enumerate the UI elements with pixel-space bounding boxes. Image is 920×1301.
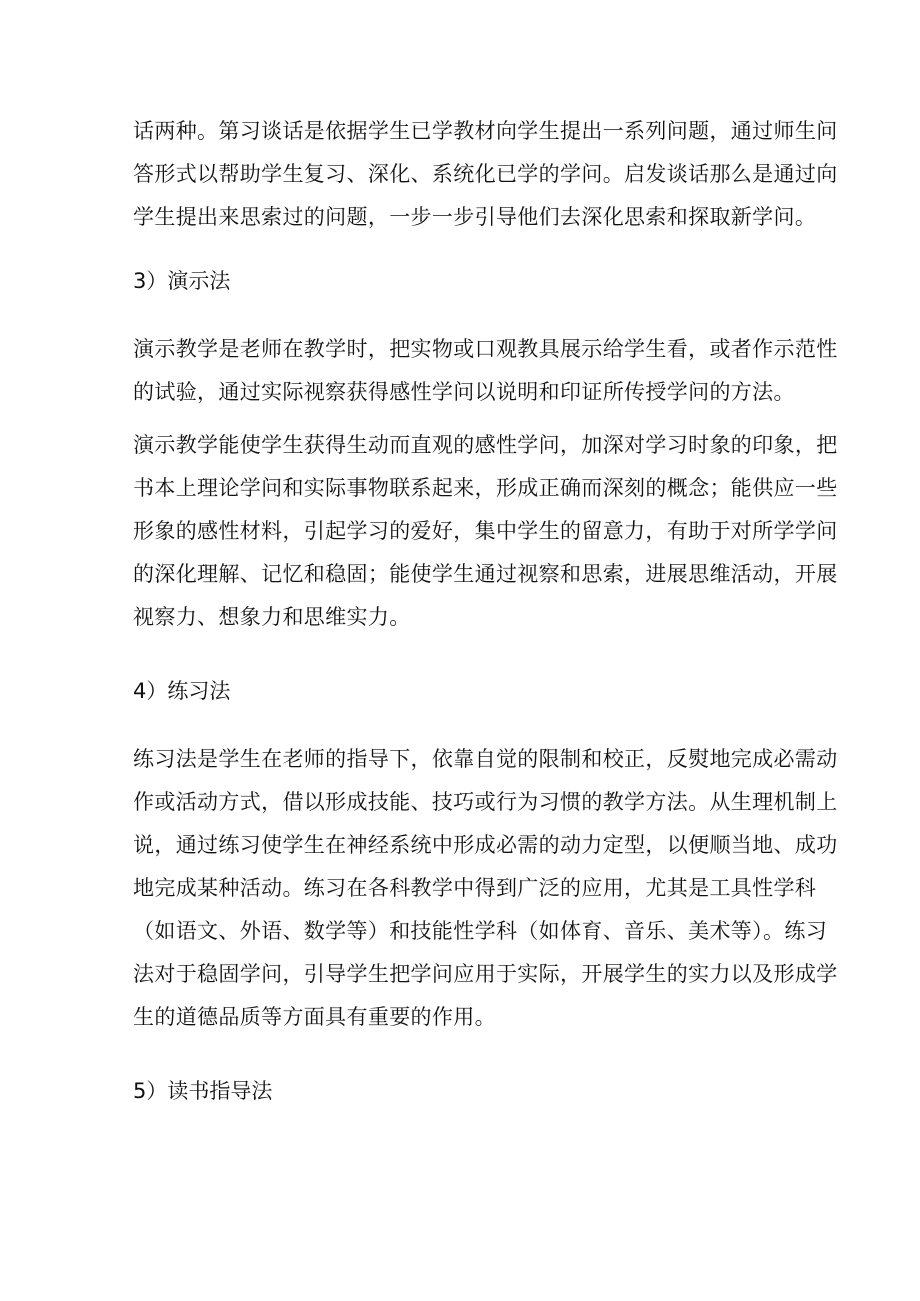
paragraph-line: 说，通过练习使学生在神经系统中形成必需的动力定型，以便顺当地、成功: [133, 833, 838, 857]
paragraph-line: 视察力、想象力和思维实力。: [133, 605, 411, 629]
section-heading-reading-guidance: 5）读书指导法: [133, 1079, 273, 1103]
paragraph-line: 演示教学是老师在教学时，把实物或口观教具展示给学生看，或者作示范性: [133, 337, 838, 361]
paragraph-line: 地完成某种活动。练习在各科教学中得到广泛的应用，尤其是工具性学科: [133, 876, 817, 900]
paragraph-line: 演示教学能使学生获得生动而直观的感性学问，加深对学习时象的印象，把: [133, 433, 838, 457]
paragraph-line: 的试验，通过实际视察获得感性学问以说明和印证所传授学问的方法。: [133, 380, 795, 404]
paragraph-line: 练习法是学生在老师的指导下，依靠自觉的限制和校正，反熨地完成必需动: [133, 747, 838, 771]
paragraph-line: 的深化理解、记忆和稳固；能使学生通过视察和思索，进展思维活动，开展: [133, 562, 838, 586]
paragraph-line: （如语文、外语、数学等）和技能性学科（如体育、音乐、美术等）。练习: [133, 919, 828, 943]
section-heading-practice: 4）练习法: [133, 679, 231, 703]
section-heading-demonstration: 3）演示法: [133, 269, 231, 293]
paragraph-line: 答形式以帮助学生复习、深化、系统化已学的学问。启发谈话那么是通过向: [133, 162, 838, 186]
paragraph-line: 书本上理论学问和实际事物联系起来，形成正确而深刻的概念；能供应一些: [133, 476, 838, 500]
paragraph-line: 形象的感性材料，引起学习的爱好，集中学生的留意力，有助于对所学学问: [133, 519, 838, 543]
paragraph-line: 话两种。第习谈话是依据学生已学教材向学生提出一系列问题，通过师生问: [133, 119, 838, 143]
paragraph-line: 法对于稳固学问，引导学生把学问应用于实际，开展学生的实力以及形成学: [133, 962, 838, 986]
paragraph-line: 生的道德品质等方面具有重要的作用。: [133, 1005, 496, 1029]
paragraph-line: 学生提出来思索过的问题，一步一步引导他们去深化思索和探取新学问。: [133, 205, 817, 229]
paragraph-line: 作或活动方式，借以形成技能、技巧或行为习惯的教学方法。从生理机制上: [133, 790, 838, 814]
